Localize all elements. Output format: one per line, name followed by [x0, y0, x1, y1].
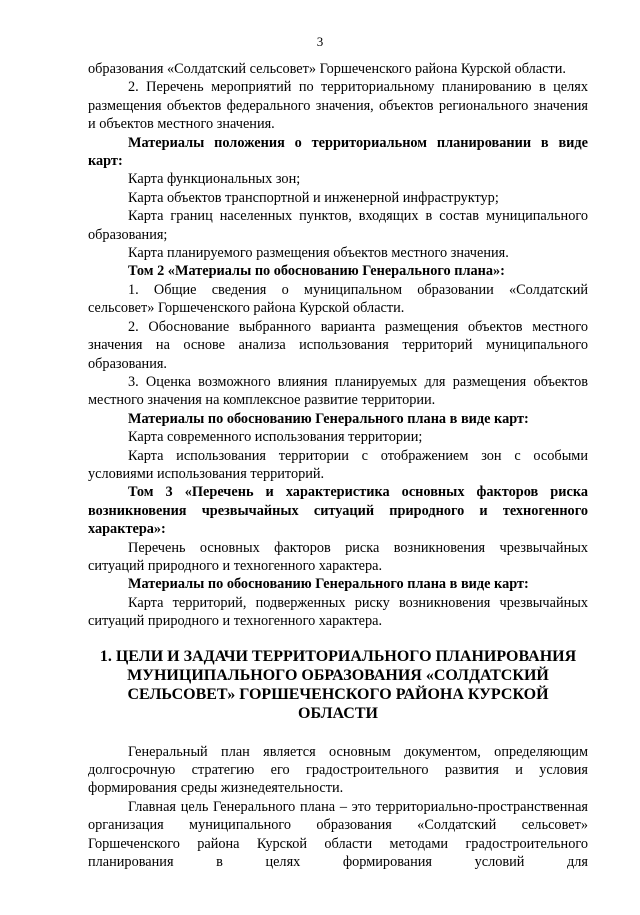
map-list-item: Карта функциональных зон; [128, 171, 301, 188]
paragraph-continued: образования «Солдатский сельсовет» Горшеченского района Курской области. [88, 61, 566, 77]
volume-2-item: 3. Оценка возможного влияния планируемых для размещения объектов местного значения на комплексное развитие территории. [88, 373, 588, 409]
volume-2-item: 1. Общие сведения о муниципальном образовании «Солдатский сельсовет» Горшеченского района Курской области. [88, 281, 588, 317]
section-heading: 1. ЦЕЛИ И ЗАДАЧИ ТЕРРИТОРИАЛЬНОГО ПЛАНИРОВАНИЯ МУНИЦИПАЛЬНОГО ОБРАЗОВАНИЯ «СОЛДАТСКИЙ СЕЛЬСОВЕТ» ГОРШЕЧЕНСКОГО РАЙОНА КУРСКОЙ ОБЛАСТИ [99, 647, 577, 722]
section-paragraph: Главная цель Генерального плана – это территориально-пространственная организация муниципального образования «Солдатский сельсовет» Горшеченского района Курской области методами градостроительного планирования в целях формирования условий для [88, 798, 588, 871]
map-list-item: Карта планируемого размещения объектов местного значения. [128, 245, 509, 262]
volume-2-heading: Том 2 «Материалы по обоснованию Генерального плана»: [128, 263, 505, 280]
map-list-item: Карта современного использования территории; [128, 429, 423, 446]
volume-2-item: 2. Обоснование выбранного варианта размещения объектов местного значения на основе анализа использования территорий муниципального образования. [88, 318, 588, 372]
volume-3-item: Перечень основных факторов риска возникновения чрезвычайных ситуаций природного и техногенного характера. [88, 539, 588, 574]
volume-3-maps-heading: Материалы по обоснованию Генерального плана в виде карт: [128, 576, 529, 593]
volume-2-maps-heading: Материалы по обоснованию Генерального плана в виде карт: [128, 410, 529, 427]
map-list-item: Карта использования территории с отображением зон с особыми условиями использования территорий. [88, 447, 588, 482]
map-list-item: Карта территорий, подверженных риску возникновения чрезвычайных ситуаций природного и техногенного характера. [88, 594, 588, 630]
map-list-item: Карта объектов транспортной и инженерной инфраструктур; [128, 189, 499, 206]
page-content [88, 60, 588, 871]
paragraph-measures-list-item: 2. Перечень мероприятий по территориальному планированию в целях размещения объектов федерального значения, объектов регионального значения и объектов местного значения. [88, 79, 588, 133]
volume-3-heading: Том 3 «Перечень и характеристика основных факторов риска возникновения чрезвычайных ситуаций природного и техногенного характера»: [88, 484, 588, 538]
map-list-item: Карта границ населенных пунктов, входящих в состав муниципального образования; [88, 208, 588, 243]
paragraph-maps-heading: Материалы положения о территориальном планировании в виде карт: [88, 134, 588, 170]
page-number: 3 [316, 34, 324, 49]
section-paragraph: Генеральный план является основным документом, определяющим долгосрочную стратегию его градостроительного развития и условия формирования среды жизнедеятельности. [88, 743, 588, 797]
